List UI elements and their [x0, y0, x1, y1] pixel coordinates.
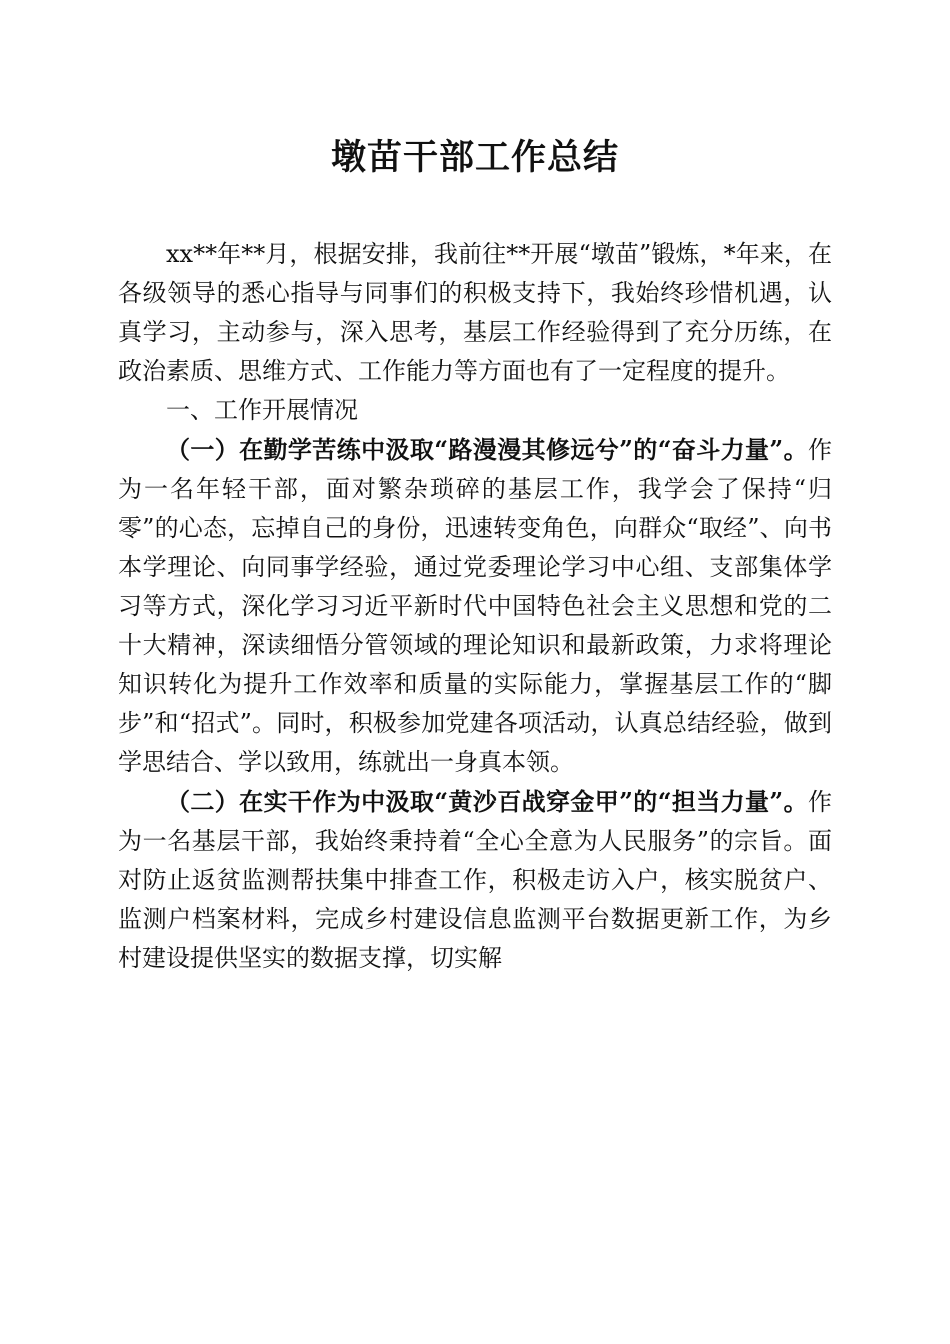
- document-body: [118, 235, 832, 978]
- item-2-paragraph: [118, 782, 832, 978]
- item-1-paragraph: [118, 430, 832, 782]
- document-title: 墩苗干部工作总结: [330, 137, 619, 178]
- intro-paragraph: xx**年**月，根据安排，我前往**开展“墩苗”锻炼，*年来，在各级领导的悉心指导与同事们的积极支持下，我始终珍惜机遇，认真学习，主动参与，深入思考，基层工作经验得到了充分历练，在政治素质、思维方式、工作能力等方面也有了一定程度的提升。: [118, 240, 832, 385]
- item-1-text: 作为一名年轻干部，面对繁杂琐碎的基层工作，我学会了保持“归零”的心态，忘掉自己的身份，迅速转变角色，向群众“取经”、向书本学理论、向同事学经验，通过党委理论学习中心组、支部集体学习等方式，深化学习习近平新时代中国特色社会主义思想和党的二十大精神，深读细悟分管领域的理论知识和最新政策，力求将理论知识转化为提升工作效率和质量的实际能力，掌握基层工作的“脚步”和“招式”。同时，积极参加党建各项活动，认真总结经验，做到学思结合、学以致用，练就出一身真本领。: [118, 436, 832, 776]
- item-2-text: 作为一名基层干部，我始终秉持着“全心全意为人民服务”的宗旨。面对防止返贫监测帮扶集中排查工作，积极走访入户，核实脱贫户、监测户档案材料，完成乡村建设信息监测平台数据更新工作，为乡村建设提供坚实的数据支撑，切实解: [118, 788, 832, 972]
- item-2-heading: （二）在实干作为中汲取“黄沙百战穿金甲”的“担当力量”。: [166, 787, 808, 816]
- item-1-heading: （一）在勤学苦练中汲取“路漫漫其修远兮”的“奋斗力量”。: [166, 435, 808, 464]
- section-heading: 一、工作开展情况: [166, 396, 358, 424]
